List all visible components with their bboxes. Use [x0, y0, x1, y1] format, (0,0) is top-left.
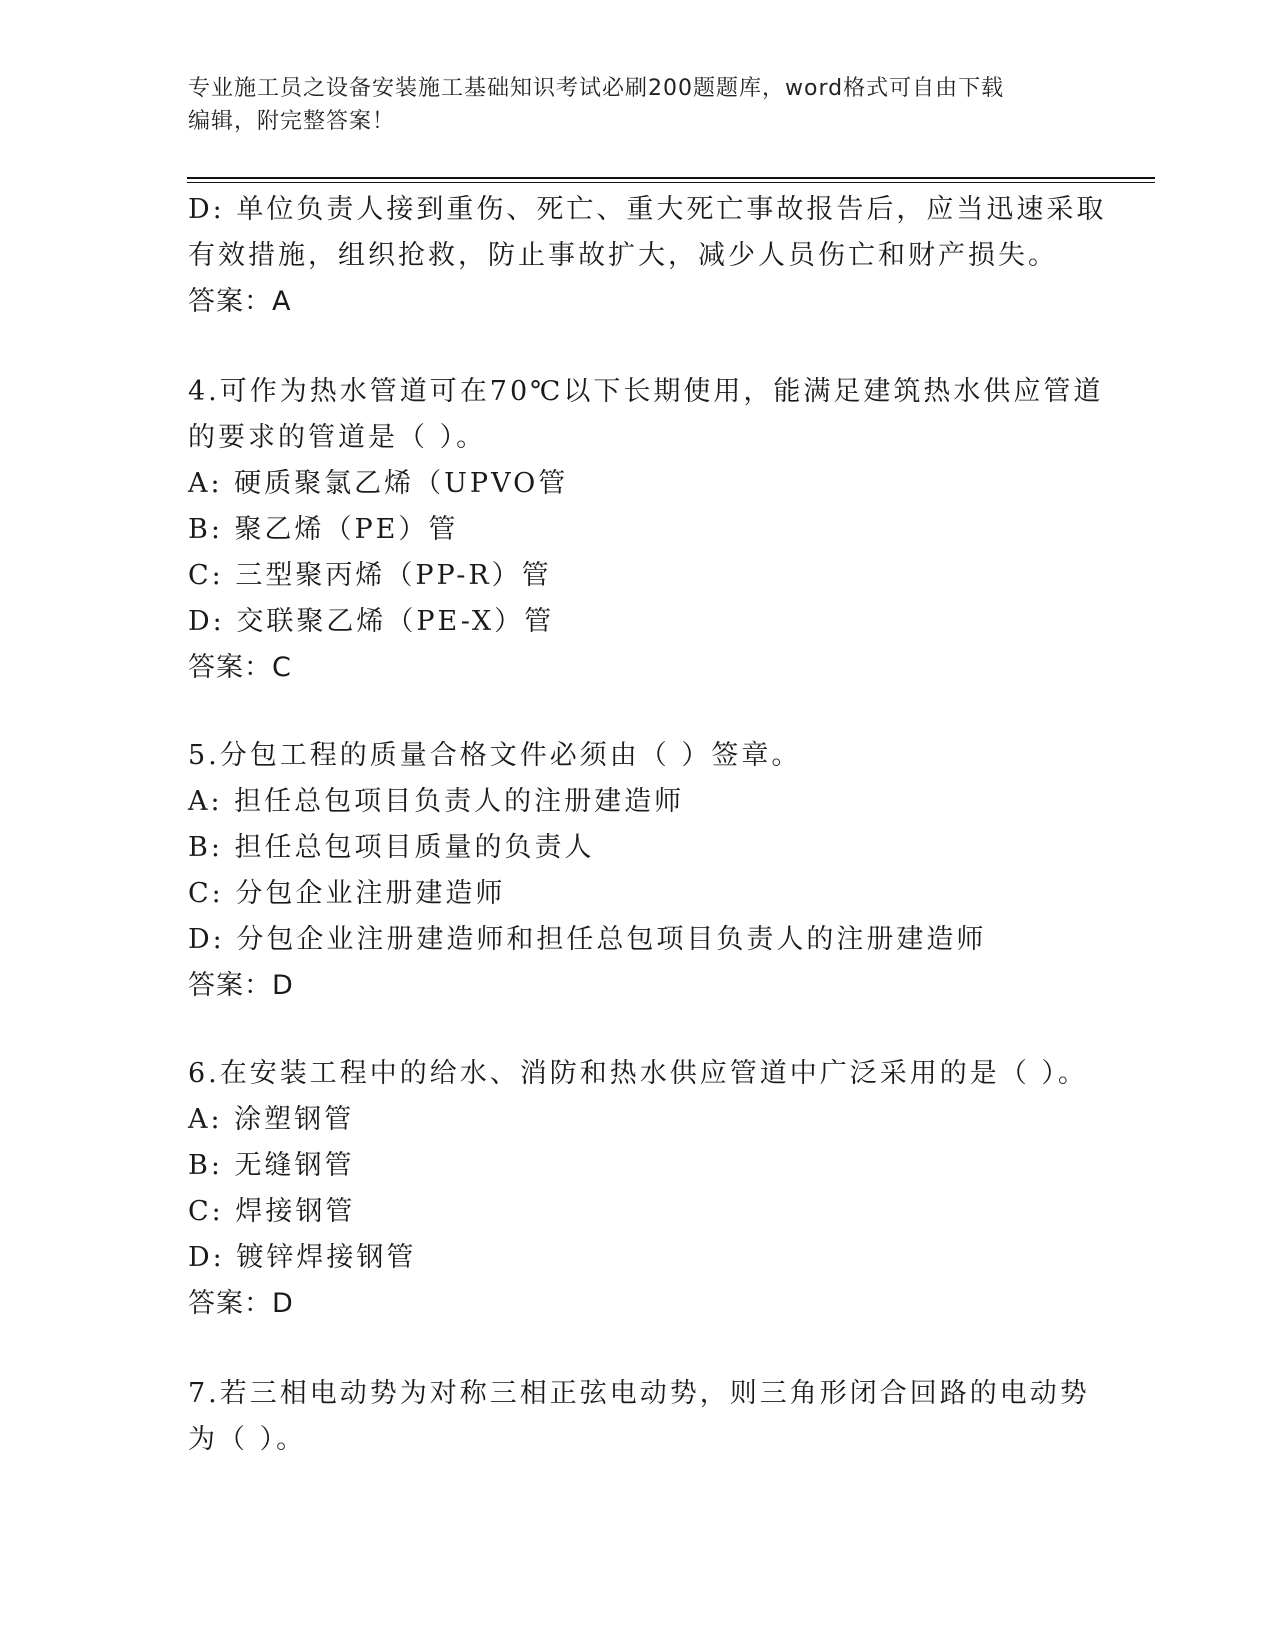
spacer	[188, 1327, 1088, 1371]
question-stem-line1: 6.在安装工程中的给水、消防和热水供应管道中广泛采用的是（ ）。	[188, 1058, 1088, 1089]
header-rule-thick	[187, 177, 1155, 179]
option-c: C: 三型聚丙烯（PP-R）管	[188, 560, 552, 591]
option-a: A: 担任总包项目负责人的注册建造师	[188, 786, 685, 817]
option-c: C: 分包企业注册建造师	[188, 878, 506, 909]
spacer	[188, 691, 1088, 733]
question-7	[188, 1371, 1088, 1463]
option-b: B: 聚乙烯（PE）管	[188, 514, 459, 545]
header-title-line1: 专业施工员之设备安装施工基础知识考试必刷200题题库，word格式可自由下载	[188, 76, 1005, 101]
question-stem-line1: 7.若三相电动势为对称三相正弦电动势，则三角形闭合回路的电动势	[188, 1378, 1090, 1409]
spacer	[188, 1009, 1088, 1051]
document-body	[188, 187, 1107, 1463]
option-d-line1: D: 单位负责人接到重伤、死亡、重大死亡事故报告后，应当迅速采取	[188, 194, 1107, 225]
page-header	[188, 72, 1068, 138]
option-d: D: 交联聚乙烯（PE-X）管	[188, 606, 555, 637]
answer-line: 答案：C	[188, 652, 292, 683]
option-a: A: 涂塑钢管	[188, 1104, 355, 1135]
option-b: B: 无缝钢管	[188, 1150, 355, 1181]
option-a: A: 硬质聚氯乙烯（UPVO管	[188, 468, 569, 499]
header-rule-thin	[187, 182, 1155, 183]
option-d-line2: 有效措施，组织抢救，防止事故扩大，减少人员伤亡和财产损失。	[188, 240, 1058, 271]
option-d: D: 镀锌焊接钢管	[188, 1242, 417, 1273]
answer-line: 答案：D	[188, 970, 294, 1001]
answer-line: 答案：D	[188, 1288, 294, 1319]
question-stem-line1: 4.可作为热水管道可在70℃以下长期使用，能满足建筑热水供应管道	[188, 376, 1104, 407]
question-stem-line1: 5.分包工程的质量合格文件必须由（ ）签章。	[188, 740, 802, 771]
question-stem-line2: 为（ ）。	[188, 1424, 307, 1455]
option-c: C: 焊接钢管	[188, 1196, 356, 1227]
option-b: B: 担任总包项目质量的负责人	[188, 832, 595, 863]
question-4	[188, 369, 1104, 691]
answer-line: 答案：A	[188, 286, 292, 317]
question-stem-line2: 的要求的管道是（ ）。	[188, 422, 487, 453]
question-3-tail	[188, 187, 1107, 325]
header-title-line2: 编辑，附完整答案！	[188, 109, 396, 134]
spacer	[188, 325, 1088, 369]
option-d: D: 分包企业注册建造师和担任总包项目负责人的注册建造师	[188, 924, 987, 955]
question-6	[188, 1051, 1088, 1327]
question-5	[188, 733, 1088, 1009]
